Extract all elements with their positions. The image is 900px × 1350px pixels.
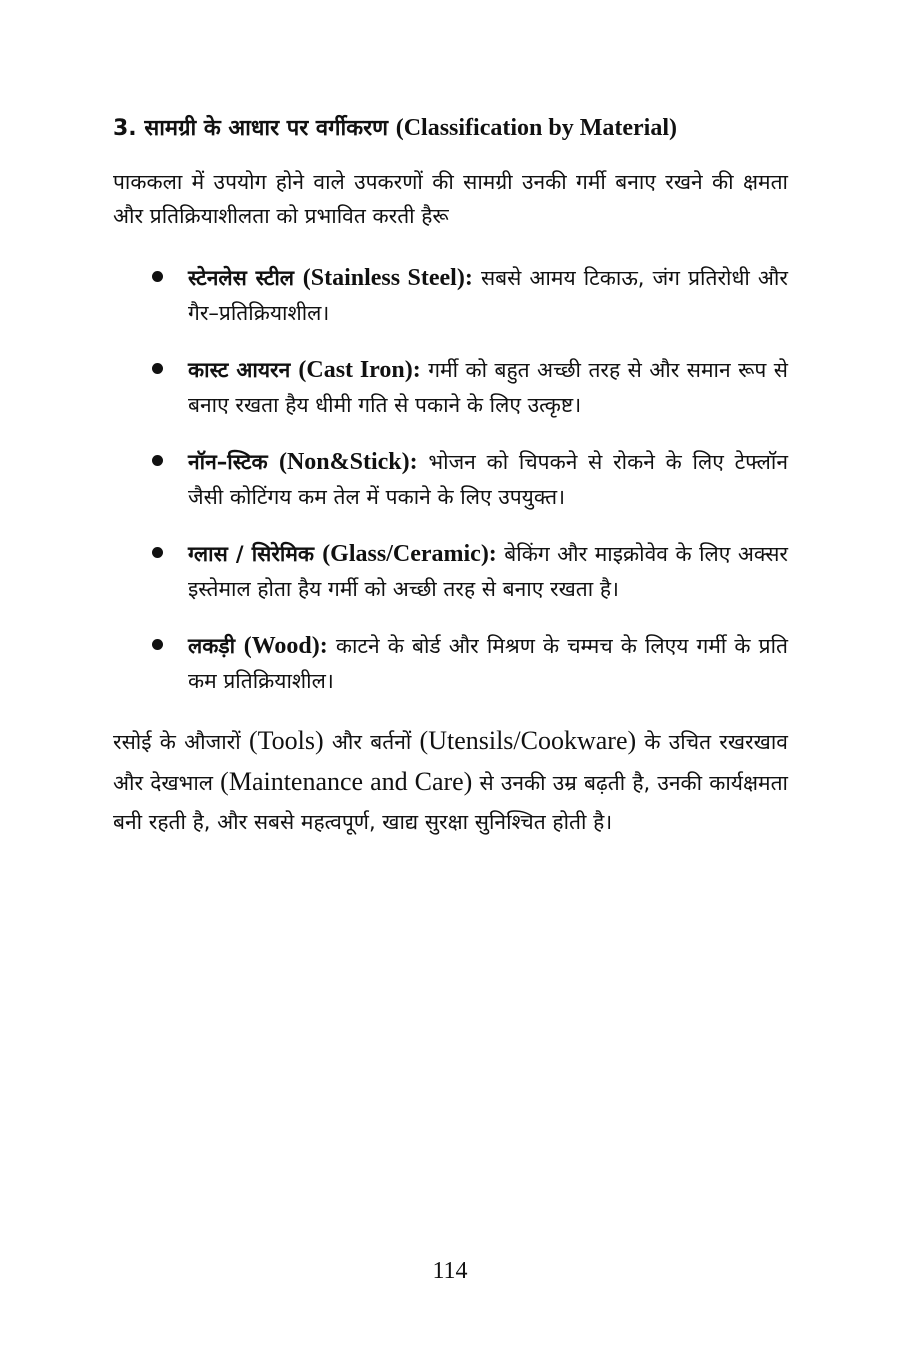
page-number: 114 <box>432 1258 468 1284</box>
term-label <box>188 266 473 290</box>
closing-english-2: (Utensils/Cookware) <box>419 726 637 755</box>
term-hindi: नॉन–स्टिक <box>188 450 268 474</box>
list-item-cast-iron <box>113 353 788 423</box>
closing-english-3: (Maintenance and Care) <box>220 767 473 796</box>
term-label <box>188 542 497 566</box>
term-english: (Non&Stick): <box>278 449 418 475</box>
bullet-icon <box>152 271 163 282</box>
list-item-stainless-steel <box>113 261 788 331</box>
closing-english-1: (Tools) <box>248 726 324 755</box>
term-english: (Stainless Steel): <box>302 265 473 291</box>
section-title-hindi: सामग्री के आधार पर वर्गीकरण <box>144 116 389 141</box>
term-label <box>188 450 418 474</box>
bullet-icon <box>152 455 163 466</box>
closing-text-1: रसोई के औजारों <box>113 730 241 754</box>
term-english: (Cast Iron): <box>298 357 421 383</box>
intro-paragraph: पाककला में उपयोग होने वाले उपकरणों की सामग्री उनकी गर्मी बनाए रखने की क्षमता और प्रतिक्रियाशीलता को प्रभावित करती हैरू <box>113 170 788 228</box>
term-description: गर्मी को बहुत अच्छी तरह से और समान रूप से बनाए रखता हैय धीमी गति से पकाने के लिए उत्कृष्ट। <box>188 358 788 417</box>
term-hindi: स्टेनलेस स्टील <box>188 266 295 290</box>
section-title-english: (Classification by Material) <box>395 115 677 141</box>
term-label <box>188 358 421 382</box>
term-english: (Glass/Ceramic): <box>322 541 497 567</box>
term-description: बेकिंग और माइक्रोवेव के लिए अक्सर इस्तेमाल होता हैय गर्मी को अच्छी तरह से बनाए रखता है। <box>188 542 788 601</box>
term-description: काटने के बोर्ड और मिश्रण के चम्मच के लिएय गर्मी के प्रति कम प्रतिक्रियाशील। <box>188 634 788 693</box>
bullet-icon <box>152 547 163 558</box>
term-label <box>188 634 328 658</box>
section-heading <box>113 112 788 145</box>
section-number: 3. <box>113 116 137 141</box>
list-item-non-stick <box>113 445 788 515</box>
closing-text-4: से उनकी उम्र बढ़ती है, उनकी कार्यक्षमता बनी रहती है, और सबसे महत्वपूर्ण, खाद्य सुरक्षा सुनिश्चित होती है। <box>113 771 788 834</box>
list-item-wood <box>113 629 788 699</box>
term-hindi: कास्ट आयरन <box>188 358 291 382</box>
bullet-icon <box>152 363 163 374</box>
closing-text-2: और बर्तनों <box>331 730 412 754</box>
closing-paragraph <box>113 721 788 842</box>
term-hindi: ग्लास / सिरेमिक <box>188 542 315 566</box>
term-hindi: लकड़ी <box>188 634 236 658</box>
bullet-icon <box>152 639 163 650</box>
term-english: (Wood): <box>243 633 328 659</box>
term-description: सबसे आमय टिकाऊ, जंग प्रतिरोधी और गैर–प्रतिक्रियाशील। <box>188 266 788 325</box>
closing-text-3: के उचित रखरखाव और देखभाल <box>113 730 788 795</box>
term-description: भोजन को चिपकने से रोकने के लिए टेफ्लॉन जैसी कोटिंगय कम तेल में पकाने के लिए उपयुक्त। <box>188 450 788 509</box>
page-content <box>113 112 788 842</box>
list-item-glass-ceramic <box>113 537 788 607</box>
material-list <box>113 261 788 699</box>
